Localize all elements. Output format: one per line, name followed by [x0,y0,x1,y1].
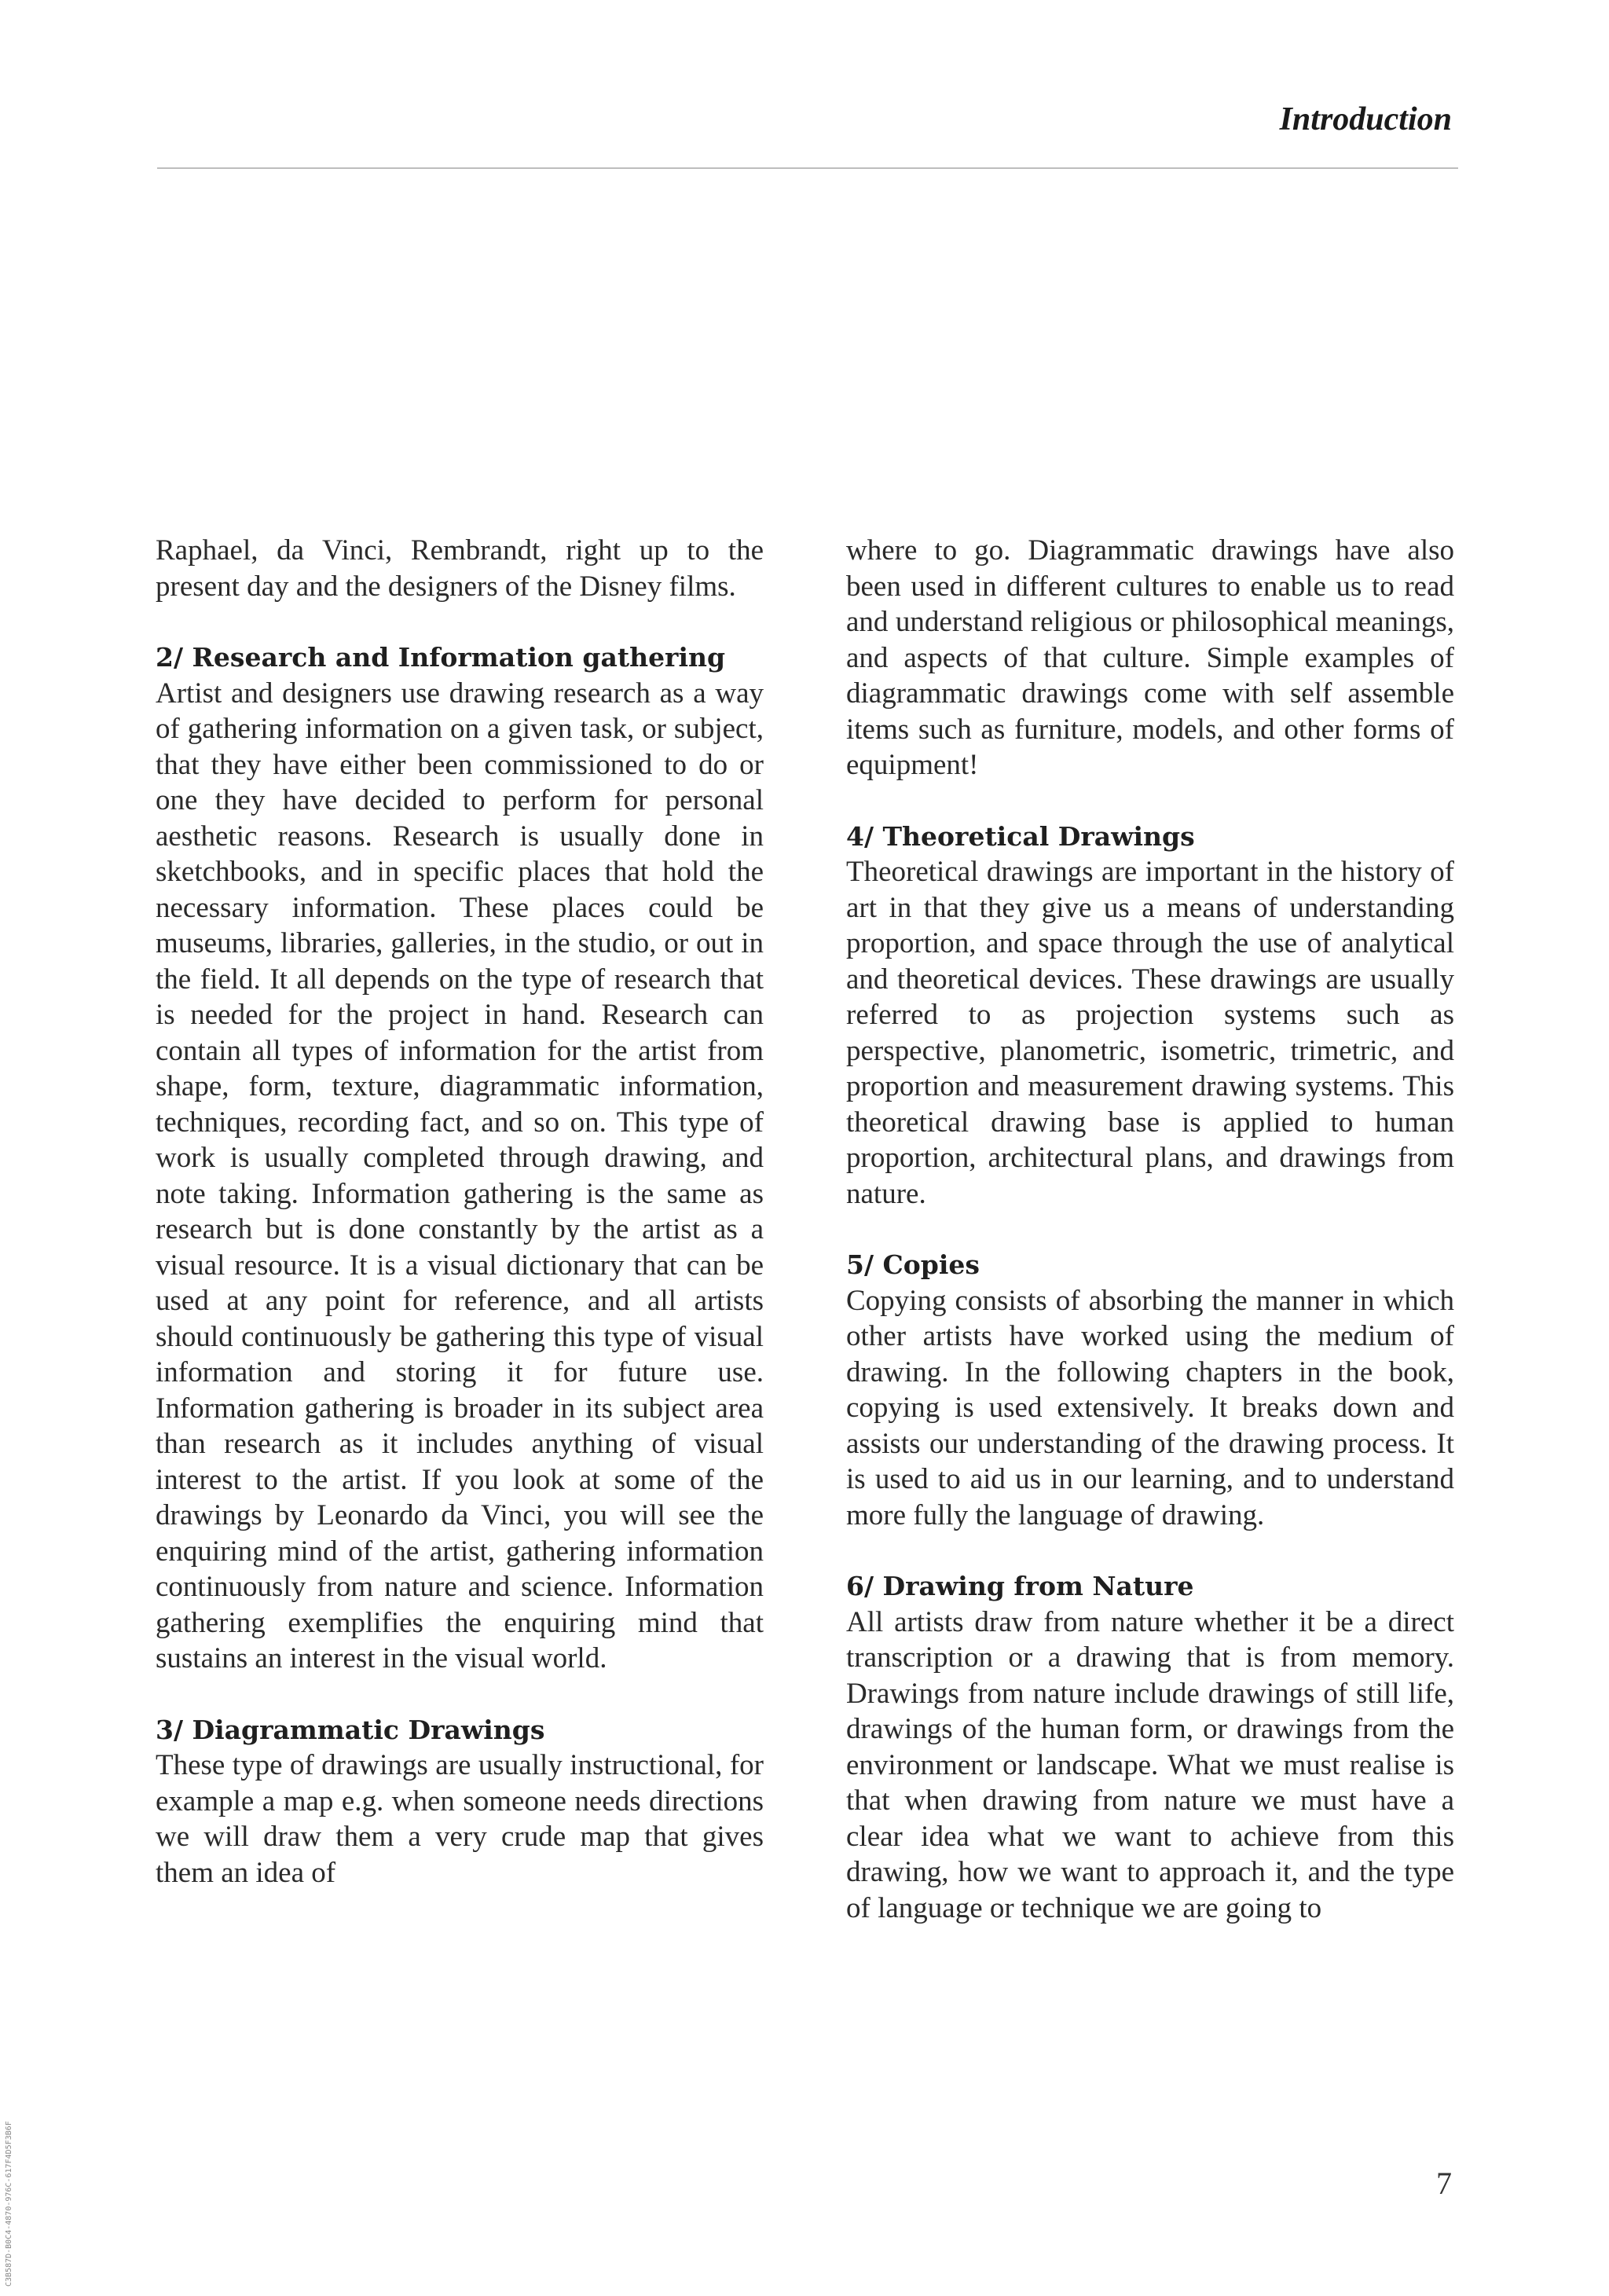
left-column [156,533,764,1891]
section-heading-research: 2/ Research and Information gathering [156,642,726,673]
section-heading-copies: 5/ Copies [846,1249,980,1280]
paragraph-gap [846,1533,1454,1568]
header-rule [157,167,1458,169]
section-body-diagrammatic: These type of drawings are usually instructional, for example a map e.g. when someone needs directions we will draw them a very crude map that gives them an idea of [156,1749,764,1889]
side-identifier: C3B587D-B0C4-4870-976C-617F4D5F3B6F [5,2121,13,2287]
paragraph-gap [846,783,1454,819]
section-body-research: Artist and designers use drawing research as a way of gathering information on a given task, or subject, that they have either been commissioned to do or one they have decided to perform for personal aesthetic reasons. Research is usually done in sketchbooks, and in specific places that hold the necessary information. These places could be museums, libraries, galleries, in the studio, or out in the field. It all depends on the type of research that is needed for the project in hand. Research can contain all types of information for the artist from shape, form, texture, diagrammatic information, techniques, recording fact, and so on. This type of work is usually completed through drawing, and note taking. Information gathering is the same as research but is done constantly by the artist as a visual resource. It is a visual dictionary that can be used at any point for reference, and all artists should continuously be gathering this type of visual information and storing it for future use. Information gathering is broader in its subject area than research as it includes anything of visual interest to the artist. If you look at some of the drawings by Leonardo da Vinci, you will see the enquiring mind of the artist, gathering information continuously from nature and science. Information gathering exemplifies the enquiring mind that sustains an interest in the visual world. [156,677,764,1674]
page-number: 7 [1436,2166,1452,2201]
section-heading-theoretical: 4/ Theoretical Drawings [846,820,1195,852]
section-body-nature: All artists draw from nature whether it be a direct transcription or a drawing that is from memory. Drawings from nature include drawings of still life, drawings of the human form, or drawings from the environment or landscape. What we must realise is that when drawing from nature we must have a clear idea what we want to achieve from this drawing, how we want to approach it, and the type of language or technique we are going to [846,1605,1454,1924]
intro-continuation: Raphael, da Vinci, Rembrandt, right up to the present day and the designers of the Disney films. [156,534,764,603]
running-head: Introduction [1279,101,1452,138]
right-column [846,533,1454,1926]
section-body-copies: Copying consists of absorbing the manner in which other artists have worked using the medium of drawing. In the following chapters in the book, copying is used extensively. It breaks down and assists our understanding of the drawing process. It is used to aid us in our learning, and to understand more fully the language of drawing. [846,1284,1454,1531]
paragraph-gap [156,604,764,640]
section-heading-nature: 6/ Drawing from Nature [846,1571,1194,1601]
paragraph-gap [846,1212,1454,1247]
paragraph-gap [156,1677,764,1712]
section-heading-diagrammatic: 3/ Diagrammatic Drawings [156,1714,545,1745]
section-body-theoretical: Theoretical drawings are important in the history of art in that they give us a means of understanding proportion, and space through the use of analytical and theoretical devices. These drawings are usually referred to as projection systems such as perspective, planometric, isometric, trimetric, and proportion and measurement drawing systems. This theoretical drawing base is applied to human proportion, architectural plans, and drawings from nature. [846,856,1454,1210]
section-body-diagrammatic-continued: where to go. Diagrammatic drawings have also been used in different cultures to enable us to read and understand religious or philosophical meanings, and aspects of that culture. Simple examples of diagrammatic drawings come with self assemble items such as furniture, models, and other forms of equipment! [846,534,1454,781]
